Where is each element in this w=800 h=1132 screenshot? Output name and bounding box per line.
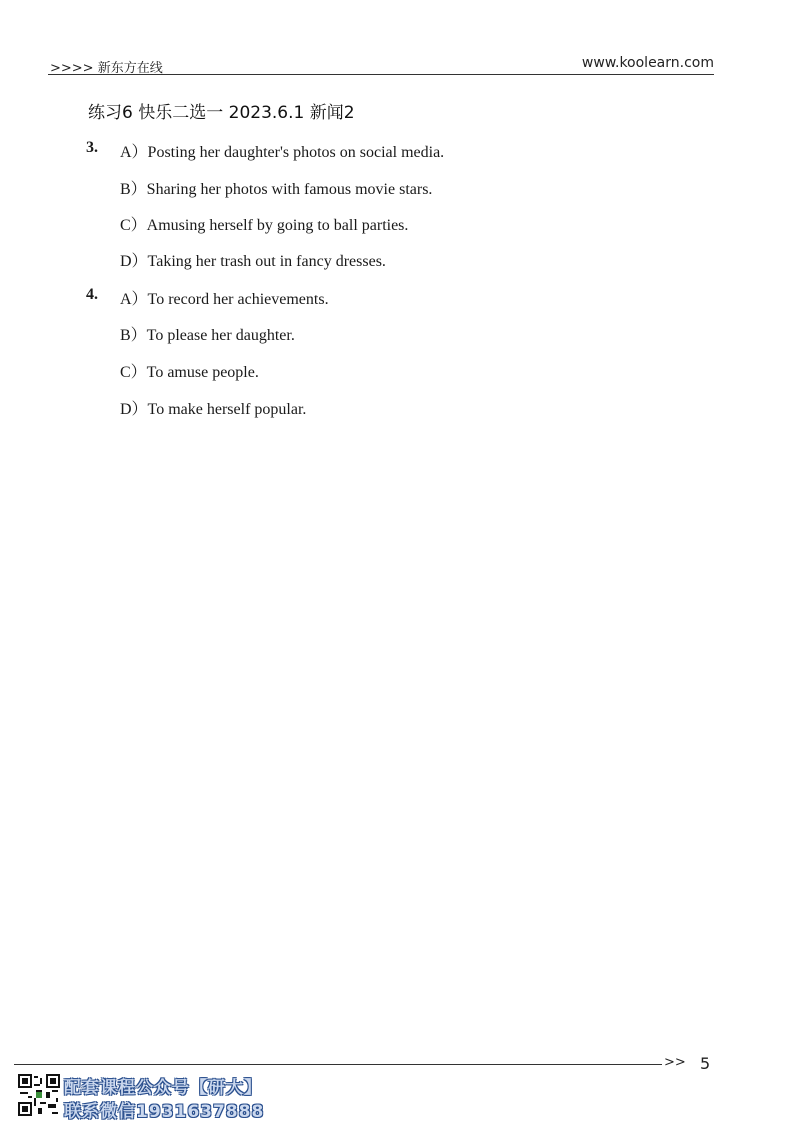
question-4-option-c: C）To amuse people. [120,364,259,381]
promo-line-2: 联系微信1931637888 [64,1102,265,1122]
question-3-option-b: B）Sharing her photos with famous movie stars. [120,181,433,198]
page-number: 5 [700,1054,711,1073]
question-3-option-c: C）Amusing herself by going to ball parties. [120,217,409,234]
question-3-option-a: A）Posting her daughter's photos on social media. [120,144,445,161]
question-4-option-a: A）To record her achievements. [120,291,329,308]
footer-divider [14,1064,662,1065]
header-divider [48,74,714,75]
question-4-option-d: D）To make herself popular. [120,401,307,418]
header-website: www.koolearn.com [581,55,714,71]
footer-arrows: >> [664,1055,686,1070]
qr-code-icon [18,1074,60,1116]
question-number: 4. [86,286,98,303]
promo-line-1: 配套课程公众号【研大】 [64,1078,262,1098]
header-brand: >>>> 新东方在线 [50,61,163,76]
section-title: 练习6 快乐二选一 2023.6.1 新闻2 [88,103,355,123]
question-number: 3. [86,139,98,156]
question-3-option-d: D）Taking her trash out in fancy dresses. [120,253,386,270]
question-4-option-b: B）To please her daughter. [120,327,295,344]
